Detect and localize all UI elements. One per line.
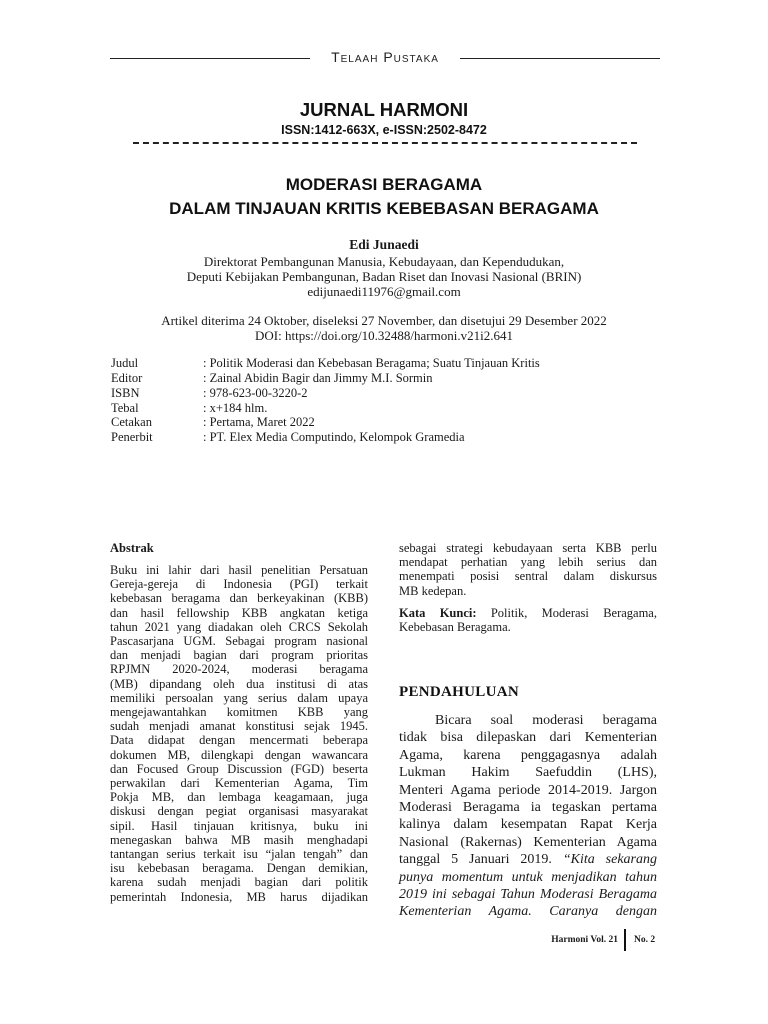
introduction-body — [399, 712, 657, 921]
abstract-line: Pokja MB, dan lembaga keagamaan, juga — [110, 790, 368, 805]
article-title-line-1: MODERASI BERAGAMA — [285, 175, 483, 194]
book-info-value: : Pertama, Maret 2022 — [203, 415, 315, 429]
book-info-value: : Zainal Abidin Bagir dan Jimmy M.I. Sormin — [203, 371, 433, 385]
footer-divider — [624, 929, 626, 951]
keywords-label: Kata Kunci: — [399, 606, 477, 620]
header-rule-right — [460, 58, 660, 59]
abstract-line: dan menjadi bagian dari program prioritas — [110, 648, 368, 663]
abstract-line: RPJMN 2020-2024, moderasi beragama — [110, 662, 368, 677]
article-doi[interactable]: DOI: https://doi.org/10.32488/harmoni.v21i2.641 — [255, 328, 513, 343]
book-info-value: : PT. Elex Media Computindo, Kelompok Gramedia — [203, 430, 465, 444]
affiliation-line-1: Direktorat Pembangunan Manusia, Kebudayaan, dan Kependudukan, — [203, 254, 565, 269]
dashed-divider — [133, 142, 637, 144]
abstract-line: menegaskan bahwa MB masih menghadapi — [110, 832, 368, 847]
author-email[interactable]: edijunaedi11976@gmail.com — [307, 284, 461, 299]
footer-volume: Harmoni Vol. 21 — [551, 935, 618, 945]
body-line: Lukman Hakim Saefuddin (LHS), — [399, 765, 657, 781]
header-rule-left — [110, 58, 310, 59]
article-dates: Artikel diterima 24 Oktober, diseleksi 27 November, dan disetujui 29 Desember 2022 — [161, 313, 607, 328]
abstract-line: (MB) dipandang oleh dua institusi di atas — [110, 676, 368, 691]
book-info-label: ISBN — [111, 386, 140, 400]
abstract-heading: Abstrak — [110, 541, 154, 555]
abstract-line: karena sudah menjadi bagian dari politik — [110, 875, 368, 890]
book-info-value: : 978-623-00-3220-2 — [203, 386, 308, 400]
abstract-line: tahun 2021 yang diadakan oleh CRCS Sekolah — [110, 619, 368, 634]
book-info-value: : x+184 hlm. — [203, 401, 268, 415]
keywords-line-1: Politik, Moderasi Beragama, — [490, 606, 657, 620]
body-line: Nasional (Rakernas) Kementerian Agama — [399, 834, 657, 850]
section-heading-introduction: PENDAHULUAN — [399, 684, 519, 700]
article-title-line-2: DALAM TINJAUAN KRITIS KEBEBASAN BERAGAMA — [169, 199, 599, 218]
abstract-line: sebagai strategi kebudayaan serta KBB perlu — [399, 541, 657, 555]
body-line-quote: punya momentum untuk menjadikan tahun — [399, 869, 657, 885]
abstract-line: kebebasan beragama dan berkeyakinan (KBB) — [110, 591, 368, 606]
body-line: tidak bisa dilepaskan dari Kementerian — [399, 730, 657, 746]
abstract-line: perwakilan dari Kementerian Agama, Tim — [110, 776, 368, 791]
abstract-body — [110, 563, 368, 904]
quote-start: “Kita sekarang — [562, 852, 657, 868]
affiliation-line-2: Deputi Kebijakan Pembangunan, Badan Riset dan Inovasi Nasional (BRIN) — [186, 269, 582, 284]
body-line: kalinya dalam kesempatan Rapat Kerja — [399, 817, 657, 833]
abstract-line: isu kebebasan beragama. Dengan demikian, — [110, 861, 368, 876]
book-info-label: Tebal — [111, 401, 139, 415]
keywords-line-2: Kebebasan Beragama. — [399, 620, 511, 635]
body-line-quote: 2019 ini sebagai Tahun Moderasi Beragama — [399, 887, 657, 903]
body-line-quote: Kementerian Agama. Caranya dengan — [399, 904, 657, 920]
book-info-label: Penerbit — [111, 430, 153, 444]
journal-name: JURNAL HARMONI — [299, 99, 469, 120]
abstract-line: dan Focused Group Discussion (FGD) beserta — [110, 761, 368, 776]
book-info-label: Cetakan — [111, 415, 152, 429]
body-line: Menteri Agama periode 2014-2019. Jargon — [399, 782, 657, 798]
keywords — [399, 606, 657, 634]
book-info-label: Judul — [111, 356, 139, 370]
book-info-value: : Politik Moderasi dan Kebebasan Beragama; Suatu Tinjauan Kritis — [203, 356, 540, 370]
abstract-line: Gereja-gereja di Indonesia (PGI) terkait — [110, 577, 368, 592]
abstract-continuation — [399, 541, 657, 598]
abstract-line: Pascasarjana UGM. Sebagai program nasional — [110, 634, 368, 649]
book-info-label: Editor — [111, 371, 143, 385]
body-line: Agama, karena penggagasnya adalah — [399, 747, 657, 763]
body-line: Bicara soal moderasi beragama — [435, 713, 657, 728]
abstract-line: Data didapat dengan mencermati beberapa — [110, 733, 368, 748]
abstract-line: pemerintah Indonesia, MB harus dijadikan — [110, 889, 368, 904]
abstract-line: menempati posisi sentral dalam diskursus — [399, 569, 657, 584]
abstract-line: tantangan serius terkait isu “jalan tengah” dan — [110, 847, 368, 862]
abstract-line: memiliki persoalan yang serius dalam upaya — [110, 690, 368, 705]
footer-number: No. 2 — [634, 935, 656, 945]
body-line: Moderasi Beragama ia tegaskan pertama — [399, 800, 657, 816]
abstract-line: mengejawantahkan komitmen KBB yang — [110, 705, 368, 720]
body-line — [399, 851, 657, 868]
journal-issn: ISSN:1412-663X, e-ISSN:2502-8472 — [281, 123, 487, 137]
abstract-line: sipil. Hasil tinjauan kritisnya, buku ini — [110, 818, 368, 833]
abstract-line: dan hasil fellowship KBB angkatan ketiga — [110, 605, 368, 620]
abstract-line: dokumen MB, dilengkapi dengan wawancara — [110, 747, 368, 762]
section-label: Telaah Pustaka — [331, 49, 439, 65]
author-name: Edi Junaedi — [349, 237, 419, 252]
abstract-line: diskusi dengan pegiat organisasi masyarakat — [110, 804, 368, 819]
abstract-line: mendapat perhatian yang lebih serius dan — [399, 555, 657, 570]
abstract-line: sudah menjadi amanat konstitusi sejak 1945. — [110, 719, 368, 734]
abstract-line: Buku ini lahir dari hasil penelitian Persatuan — [110, 563, 368, 577]
body-text: tanggal 5 Januari 2019. — [399, 852, 563, 868]
abstract-line: MB kedepan. — [399, 583, 467, 598]
